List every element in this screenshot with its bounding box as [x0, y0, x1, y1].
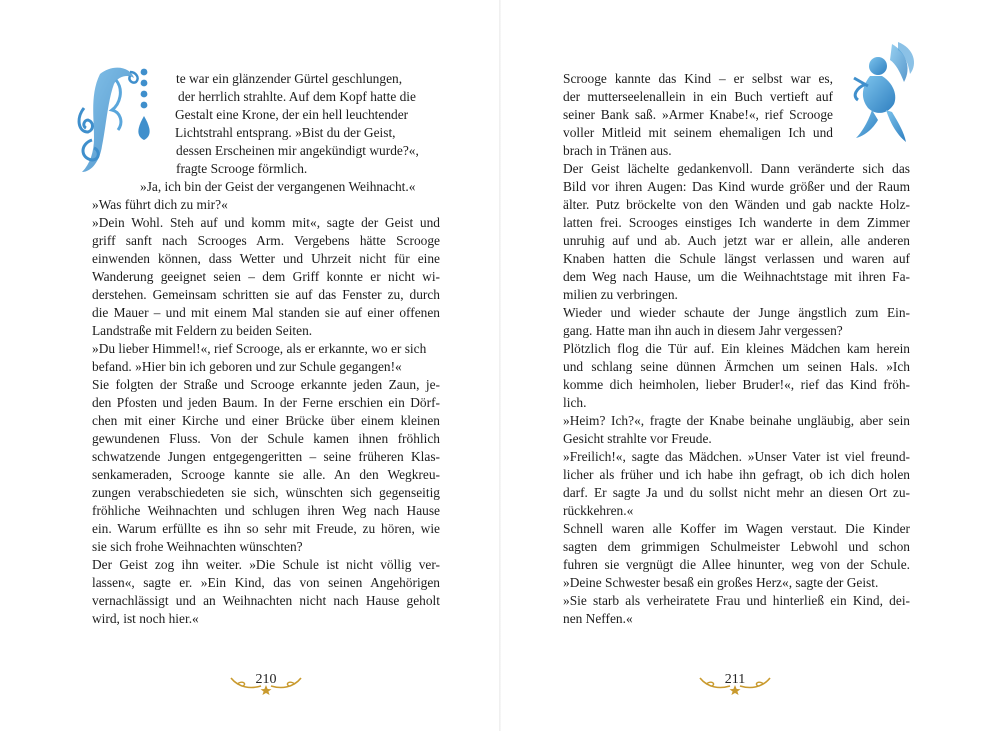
text-line: ein. Warum erfüllte es ihn so sehr mit Freude, zu hören, wie — [92, 521, 440, 536]
text-line: vernachlässigt und an Weihnachten nicht nach Hause geholt — [92, 593, 440, 608]
text-line: dessen Erscheinen mir angekündigt wurde?«, — [176, 143, 419, 158]
text-line: Der Geist zog ihn weiter. »Die Schule ist nicht völlig ver- — [92, 557, 440, 572]
text-line: Bild vor ihren Augen: Das Kind wurde größer und der Raum — [563, 179, 910, 194]
text-line: »Du lieber Himmel!«, rief Scrooge, als er erkannte, wo er sich — [92, 341, 427, 356]
text-line: und schlang seine dünnen Ärmchen um seinen Hals. »Ich — [563, 359, 910, 374]
text-line: »Deine Schwester besaß ein großes Herz«, sagte der Geist. — [563, 575, 879, 590]
ornamental-initial-icon — [72, 60, 158, 178]
text-line: voller Mitleid mit seinem ehemaligen Ich und — [563, 125, 833, 140]
text-line: »Sie starb als verheiratete Frau und hinterließ ein Kind, dei- — [563, 593, 910, 608]
text-line: Sie folgten der Straße und Scrooge erkannte jeden Zaun, je- — [92, 377, 440, 392]
text-line: »Dein Wohl. Steh auf und komm mit«, sagte der Geist und — [92, 215, 440, 230]
page-number-left — [221, 668, 311, 696]
text-line: nen Neffen.« — [563, 611, 633, 626]
text-line: Knaben hatten die Schule längst verlassen und waren auf — [563, 251, 910, 266]
text-line: seiner Bank saß. »Armer Knabe!«, rief Scrooge — [563, 107, 833, 122]
text-line: befand. »Hier bin ich geboren und zur Schule gegangen!« — [92, 359, 402, 374]
text-line: dem Weg nach Hause, um die Weihnachtstage mit ihren Fa- — [563, 269, 910, 284]
text-line: »Was führt dich zu mir?« — [92, 197, 228, 212]
text-line: Wanderung geeignet seien – dem Griff konnte er nicht wi- — [92, 269, 440, 284]
text-line: Wieder und wieder schaute der Junge ängstlich zum Ein- — [563, 305, 910, 320]
text-line: Der Geist lächelte gedankenvoll. Dann veränderte sich das — [563, 161, 910, 176]
text-line: der mutterseelenallein in ein Buch vertieft auf — [563, 89, 833, 104]
text-line: senkameraden, Scrooge kannte sie alle. An den Wegkreu- — [92, 467, 440, 482]
text-line: griff sanft nach Scrooges Arm. Vergebens hätte Scrooge — [92, 233, 440, 248]
text-line: der herrlich strahlte. Auf dem Kopf hatte die — [178, 89, 416, 104]
text-line: wird, ist noch hier.« — [92, 611, 199, 626]
text-line: fuhren sie vergnügt die Allee hinunter, weg von der Schule. — [563, 557, 910, 572]
text-line: licher als früher und ich habe ihn gefragt, ob ich dich holen — [563, 467, 910, 482]
text-line: Plötzlich flog die Tür auf. Ein kleines Mädchen kam herein — [563, 341, 910, 356]
text-line: Lichtstrahl entsprang. »Bist du der Geist, — [175, 125, 396, 140]
text-line: unruhig auf und ab. Auch jetzt war er allein, alle anderen — [563, 233, 910, 248]
text-line: »Freilich!«, sagte das Mädchen. »Unser Vater ist viel freund- — [563, 449, 910, 464]
text-line: Scrooge kannte das Kind – er selbst war es, — [563, 71, 833, 86]
text-line: »Heim? Ich?«, fragte der Knabe beinahe ungläubig, aber sein — [563, 413, 910, 428]
text-line: fröhliche Weihnachten und schlugen ihren Weg nach Hause — [92, 503, 440, 518]
text-line: latten frei. Scrooges einstiges Ich wanderte in dem Zimmer — [563, 215, 910, 230]
text-line: einwenden können, dass Wetter und Uhrzeit nicht für eine — [92, 251, 440, 266]
text-line: rückkehren.« — [563, 503, 634, 518]
text-line: zungen verabschiedeten sie sich, wünschten sich gegenseitig — [92, 485, 440, 500]
text-line: gang. Hatte man ihn auch in diesem Jahr vergessen? — [563, 323, 843, 338]
page-number: 211 — [724, 672, 746, 687]
text-line: fragte Scrooge förmlich. — [176, 161, 308, 176]
text-line: die Mauer – und mit einem Mal standen sie auf einer offenen — [92, 305, 440, 320]
text-line: brach in Tränen aus. — [563, 143, 672, 158]
text-line: schwatzende Jungen entgegengeritten – seine früheren Klas- — [92, 449, 440, 464]
right-page — [500, 0, 1000, 731]
text-line: komme dich heimholen, lieber Bruder!«, rief das Kind fröh- — [563, 377, 910, 392]
angel-silhouette-icon — [848, 38, 920, 150]
text-line: lassen«, sagte er. »Ein Kind, das von seinen Angehörigen — [92, 575, 440, 590]
text-line: Gestalt eine Krone, der ein hell leuchtender — [175, 107, 409, 122]
page-number-right — [690, 668, 780, 696]
text-line: »Ja, ich bin der Geist der vergangenen Weihnacht.« — [140, 179, 416, 194]
text-line: gewundenen Fluss. Von der Schule kamen ihnen fröhlich — [92, 431, 440, 446]
text-line: te war ein glänzender Gürtel geschlungen, — [176, 71, 403, 86]
page-number: 210 — [255, 672, 277, 687]
text-line: Schnell waren alle Koffer im Wagen verstaut. Die Kinder — [563, 521, 910, 536]
text-line: darf. Er sagte Ja und du sollst nicht mehr an diesen Ort zu- — [563, 485, 910, 500]
text-line: sagten dem grimmigen Schulmeister Lebwohl und schon — [563, 539, 910, 554]
text-line: chen mit einer Kirche und einer Brücke über einem kleinen — [92, 413, 440, 428]
text-line: älter. Putz bröckelte von den Wänden und gab nackte Holz- — [563, 197, 910, 212]
text-line: milien zu verbringen. — [563, 287, 678, 302]
text-line: Gesicht strahlte vor Freude. — [563, 431, 712, 446]
text-line: lich. — [563, 395, 587, 410]
text-line: sie sich frohe Weihnachten wünschten? — [92, 539, 303, 554]
text-line: Landstraße mit Feldern zu beiden Seiten. — [92, 323, 313, 338]
text-line: den Pfosten und jeden Baum. In der Ferne erschien ein Dörf- — [92, 395, 440, 410]
text-line: derstehen. Gemeinsam schritten sie auf das Fenster zu, durch — [92, 287, 440, 302]
